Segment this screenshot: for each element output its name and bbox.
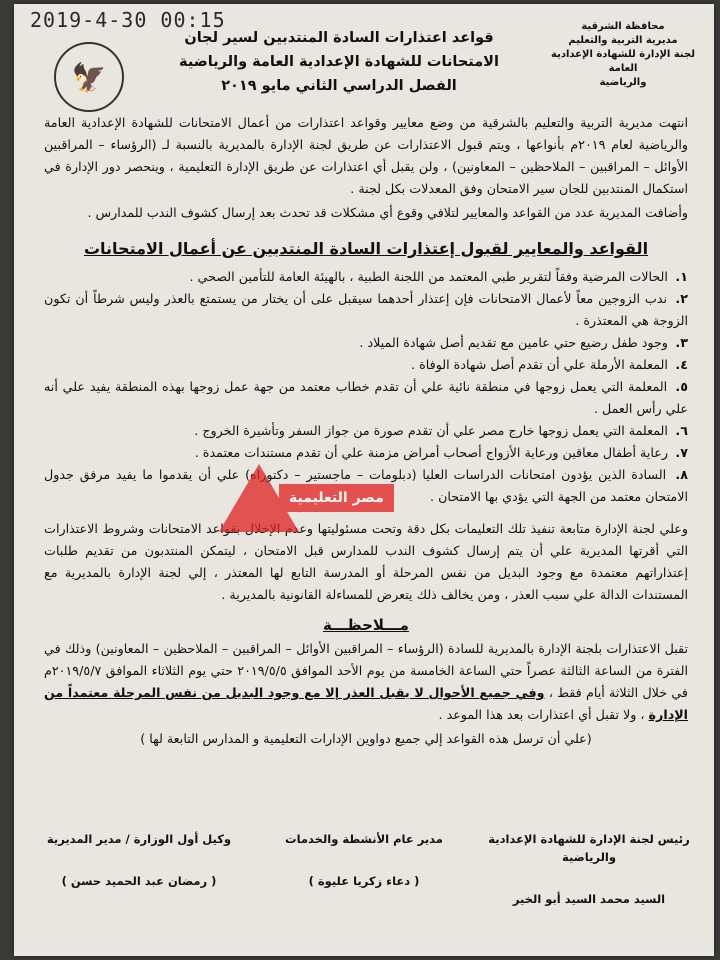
title-line: الامتحانات للشهادة الإعدادية العامة والرياضية [179, 54, 499, 70]
signature-role: مدير عام الأنشطة والخدمات [285, 832, 443, 846]
issuer-line: مديرية التربية والتعليم [568, 35, 678, 46]
note-emphasis: وفي جميع الأحوال لا يقبل العذر إلا مع وجود البديل من نفس المرحلة معتمداً من الإدارة [44, 685, 688, 722]
item-number: ٧. [675, 445, 688, 460]
signature-undersecretary [34, 830, 244, 906]
item-text: ندب الزوجين معاً لأعمال الامتحانات فإن إعتذار أحدهما سيقبل على أن يختار من يستمتع بالعذر وليس شرطاً أن تكون الزوجة هي المعتذرة . [44, 291, 688, 328]
signature-name: السيد محمد السيد أبو الخير [512, 892, 666, 906]
distribution-note: (علي أن ترسل هذه القواعد إلي جميع دواوين الإدارات التعليمية و المدارس التابعة لها ) [140, 731, 592, 746]
signature-name: ( رمضان عبد الحميد حسن ) [61, 874, 217, 888]
timestamp-stamp: 2019-4-30 00:15 [30, 8, 226, 32]
intro-paragraph: انتهت مديرية التربية والتعليم بالشرقية من وضع معايير وقواعد اعتذارات من أعمال الامتحانات للشهادة الإعدادية العامة والرياضية لعام ٢٠١٩م بأنواعها ، ويتم قبول الاعتذارات عن طريق لجنة الإدارة بالمديرية بالنسبة لـ (الرؤساء – المراقبين الأوائل – المراقبين – الملاحظين – المعاونين) ، ولن يقبل أي اعتذارات عن طريق الإدارة التعليمية ، وينحصر دور الإدارة في استكمال المنتدبين للجان سير الامتحان وفق المعدلات بكل لجنة . [44, 115, 688, 196]
signature-committee-head [484, 830, 694, 906]
item-number: ٢. [675, 291, 688, 306]
issuer-line: محافظة الشرقية [581, 21, 665, 32]
note-text: تقبل الاعتذارات بلجنة الإدارة بالمديرية للسادة (الرؤساء – المراقبين الأوائل – المراقبين – الملاحظين – المعاونين) وذلك في الفترة من الساعة الثالثة عصراً حتي الساعة الخامسة من يوم الأحد الموافق ٢٠١٩/٥/٥ حتي يوم الثلاثاء الموافق ٢٠١٩/٥/٧م في خلال الثلاثة أيام فقط ، [44, 641, 688, 700]
item-number: ٦. [675, 423, 688, 438]
item-text: المعلمة التي يعمل زوجها في منطقة نائية علي أن تقدم خطاب معتمد من جهة عمل زوجها بهذه المنطقة يفيد علي أنه علي رأس العمل . [44, 379, 688, 416]
issuer-line: والرياضية [599, 77, 647, 88]
signature-role: رئيس لجنة الإدارة للشهادة الإعدادية والرياضية [488, 832, 690, 864]
document-body [44, 112, 688, 752]
item-text: رعاية أطفال معاقين ورعاية الأزواج أصحاب أمراض مزمنة علي أن تقدم مستندات معتمدة . [194, 445, 668, 460]
note-heading: مـــلاحظـــة [323, 616, 409, 634]
list-item [44, 288, 688, 332]
document-page [14, 4, 714, 956]
list-item [44, 354, 688, 376]
item-text: المعلمة الأرملة علي أن تقدم أصل شهادة الوفاة . [411, 357, 668, 372]
title-line: قواعد اعتذارات السادة المنتدبين لسير لجان [184, 30, 494, 46]
issuer-header [548, 20, 698, 90]
watermark-logo [219, 444, 469, 544]
watermark-label: مصر التعليمية [279, 484, 394, 512]
item-text: المعلمة التي يعمل زوجها خارج مصر علي أن تقدم صورة من جواز السفر وتأشيرة الخروج . [194, 423, 668, 438]
list-item [44, 332, 688, 354]
list-item [44, 420, 688, 442]
item-number: ٨. [675, 467, 688, 482]
signature-activities-director [259, 830, 469, 906]
list-item [44, 266, 688, 288]
note-paragraph [44, 638, 688, 726]
list-item [44, 376, 688, 420]
intro-paragraph: وأضافت المديرية عدد من القواعد والمعايير لتلافي وقوع أي مشكلات قد تحدث بعد إرسال كشوف الندب للمدارس . [87, 205, 688, 220]
eagle-emblem-icon: 🦅 [54, 42, 124, 112]
title-line: الفصل الدراسي الثاني مايو ٢٠١٩ [221, 78, 457, 94]
document-title [134, 26, 544, 98]
item-number: ١. [675, 269, 688, 284]
followup-paragraph: وعلي لجنة الإدارة متابعة تنفيذ تلك التعليمات بكل دقة وتحت مسئوليتها وعدم الإخلال بقواعد الامتحانات وشروط الاعتذارات التي أقرتها المديرية علي أن يتم إرسال كشوف الندب للمدارس قبل الامتحان ، ليتمكن المنتدبون من تقديم طلبات إعتذاراتهم معتمدة مع وجود البديل من نفس المرحلة أو المدرسة التابع لها المعتذر ، إلي لجنة الإدارة بالمديرية مع المستندات الدالة علي سبب العذر ، ومن يخالف ذلك يتعرض للمساءلة القانونية بالمديرية . [44, 521, 688, 602]
rules-heading: القواعد والمعايير لقبول إعتذارات السادة المنتدبين عن أعمال الامتحانات [83, 239, 649, 258]
signature-block [34, 830, 694, 906]
item-number: ٥. [675, 379, 688, 394]
signature-name: ( دعاء زكريا عليوة ) [308, 874, 420, 888]
item-text: الحالات المرضية وفقاً لتقرير طبي المعتمد من اللجنة الطبية ، بالهيئة العامة للتأمين الصحي . [189, 269, 668, 284]
item-number: ٤. [675, 357, 688, 372]
issuer-line: لجنة الإدارة للشهادة الإعدادية العامة [551, 49, 695, 74]
item-text: وجود طفل رضيع حتي عامين مع تقديم أصل شهادة الميلاد . [359, 335, 668, 350]
note-tail: ، ولا تقبل أي اعتذارات بعد هذا الموعد . [438, 707, 645, 722]
item-number: ٣. [675, 335, 688, 350]
signature-role: وكيل أول الوزارة / مدير المديرية [46, 832, 232, 846]
item-text: السادة الذين يؤدون امتحانات الدراسات العليا (دبلومات – ماجستير – دكتوراه) علي أن يقدموا ما يفيد مرفق جدول الامتحان معتمد من الجهة التي يؤدي بها الامتحان . [44, 467, 688, 504]
